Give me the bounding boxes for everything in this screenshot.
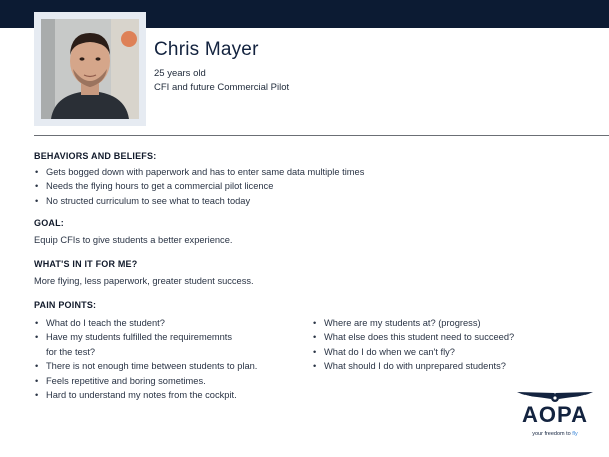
list-item-continuation: for the test? [46, 346, 96, 357]
list-item: • What else does this student need to succeed? [313, 332, 515, 343]
list-item: • Needs the flying hours to get a commercial pilot licence [35, 181, 274, 192]
pain-points-left-list [34, 316, 314, 402]
behaviors-list [34, 165, 454, 208]
logo-tagline: your freedom to fly [532, 431, 578, 437]
list-item: • Where are my students at? (progress) [313, 318, 481, 328]
behaviors-heading: BEHAVIORS AND BELIEFS: [34, 151, 157, 161]
list-item: • What should I do with unprepared students? [313, 361, 506, 372]
goal-text: Equip CFIs to give students a better experience. [34, 235, 233, 245]
profile-photo-frame [34, 12, 146, 126]
pain-points-heading: PAIN POINTS: [34, 300, 97, 310]
section-divider [34, 135, 609, 136]
persona-role: CFI and future Commercial Pilot [154, 82, 290, 93]
list-item: • Feels repetitive and boring sometimes. [35, 375, 206, 386]
list-item: • What do I teach the student? [35, 318, 165, 328]
profile-photo [41, 19, 139, 119]
list-item: • No structed curriculum to see what to teach today [35, 195, 251, 206]
logo-wordmark: AOPA [522, 402, 588, 427]
list-item: • There is not enough time between students to plan. [35, 361, 258, 372]
benefit-heading: WHAT'S IN IT FOR ME? [34, 259, 138, 269]
benefit-text: More flying, less paperwork, greater student success. [34, 276, 254, 286]
list-item: • Have my students fulfilled the requirememnts [35, 332, 233, 343]
list-item: • What do I do when we can't fly? [313, 346, 455, 357]
list-item: • Hard to understand my notes from the cockpit. [35, 390, 237, 401]
persona-age: 25 years old [154, 68, 206, 79]
pain-points-right-list [312, 316, 592, 374]
persona-name: Chris Mayer [154, 39, 259, 60]
goal-heading: GOAL: [34, 218, 64, 228]
aopa-logo [515, 390, 595, 446]
list-item: • Gets bogged down with paperwork and has to enter same data multiple times [35, 167, 365, 177]
